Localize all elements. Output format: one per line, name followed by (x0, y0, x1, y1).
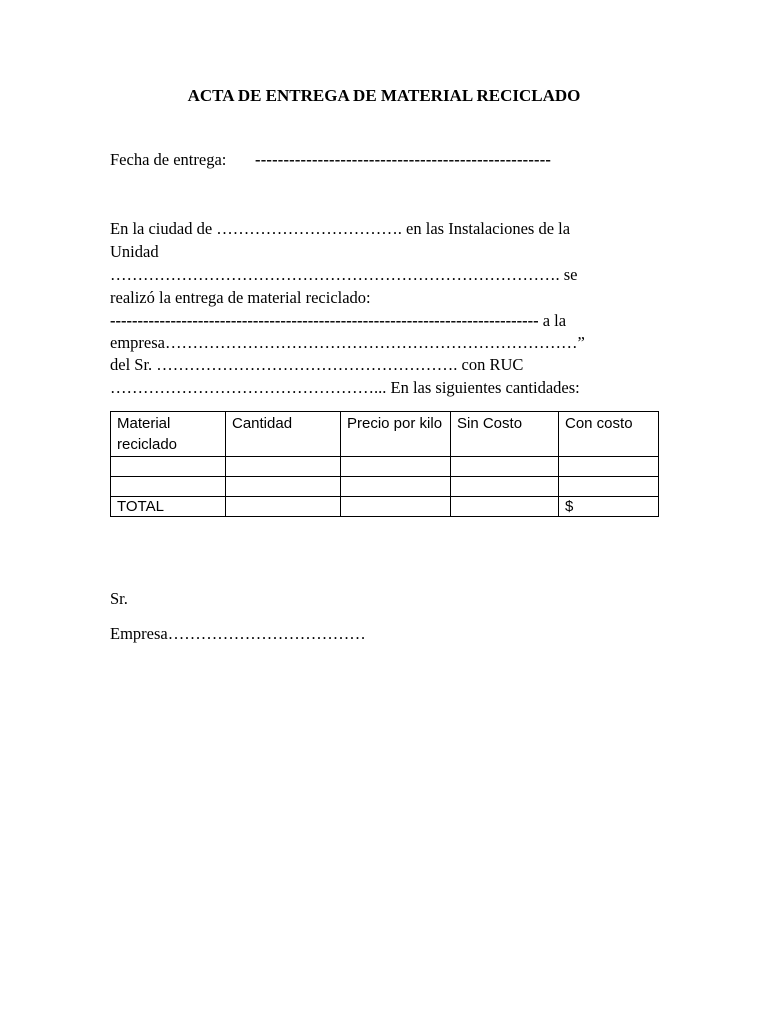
table-cell (111, 457, 226, 477)
fecha-value-line: ---------------------------------------------------- (255, 150, 552, 169)
header-material: Material reciclado (111, 412, 226, 457)
table-cell (559, 457, 659, 477)
signature-empresa: Empresa……………………………… (110, 624, 366, 643)
header-con-costo: Con costo (559, 412, 659, 457)
table-cell (341, 457, 451, 477)
table-cell (226, 477, 341, 497)
document-title: ACTA DE ENTREGA DE MATERIAL RECICLADO (187, 86, 581, 105)
paragraph-line-3: ………………………………………………………………………. se (110, 265, 578, 284)
paragraph-line-4: realizó la entrega de material reciclado: (110, 288, 371, 307)
paragraph-line-1: En la ciudad de ……………………………. en las Instalaciones de la (110, 219, 571, 238)
table-total-row (111, 497, 659, 517)
table-cell (451, 497, 559, 517)
table-cell (341, 477, 451, 497)
quantities-table (110, 411, 659, 517)
table-row (111, 457, 659, 477)
table-cell (226, 497, 341, 517)
table-cell (341, 497, 451, 517)
table-cell (451, 457, 559, 477)
a-la-text: a la (538, 311, 567, 330)
table-header-row (111, 412, 659, 457)
paragraph-line-8: …………………………………………... En las siguientes cantidades: (110, 378, 580, 397)
header-sin-costo: Sin Costo (451, 412, 559, 457)
material-dash-line: ------------------------------------------------------------------------------ (110, 311, 539, 330)
total-currency: $ (559, 497, 659, 517)
table-cell (451, 477, 559, 497)
paragraph-line-7: del Sr. ………………………………………………. con RUC (110, 355, 524, 374)
table-cell (111, 477, 226, 497)
table-cell (559, 477, 659, 497)
paragraph-line-2: Unidad (110, 242, 159, 261)
paragraph-line-6: empresa…………………………………………………………………” (110, 333, 585, 352)
fecha-label: Fecha de entrega: (110, 150, 227, 169)
table-cell (226, 457, 341, 477)
paragraph-line-5 (110, 311, 566, 331)
header-cantidad: Cantidad (226, 412, 341, 457)
total-label: TOTAL (111, 497, 226, 517)
header-precio: Precio por kilo (341, 412, 451, 457)
signature-sr: Sr. (110, 589, 128, 608)
table-row (111, 477, 659, 497)
